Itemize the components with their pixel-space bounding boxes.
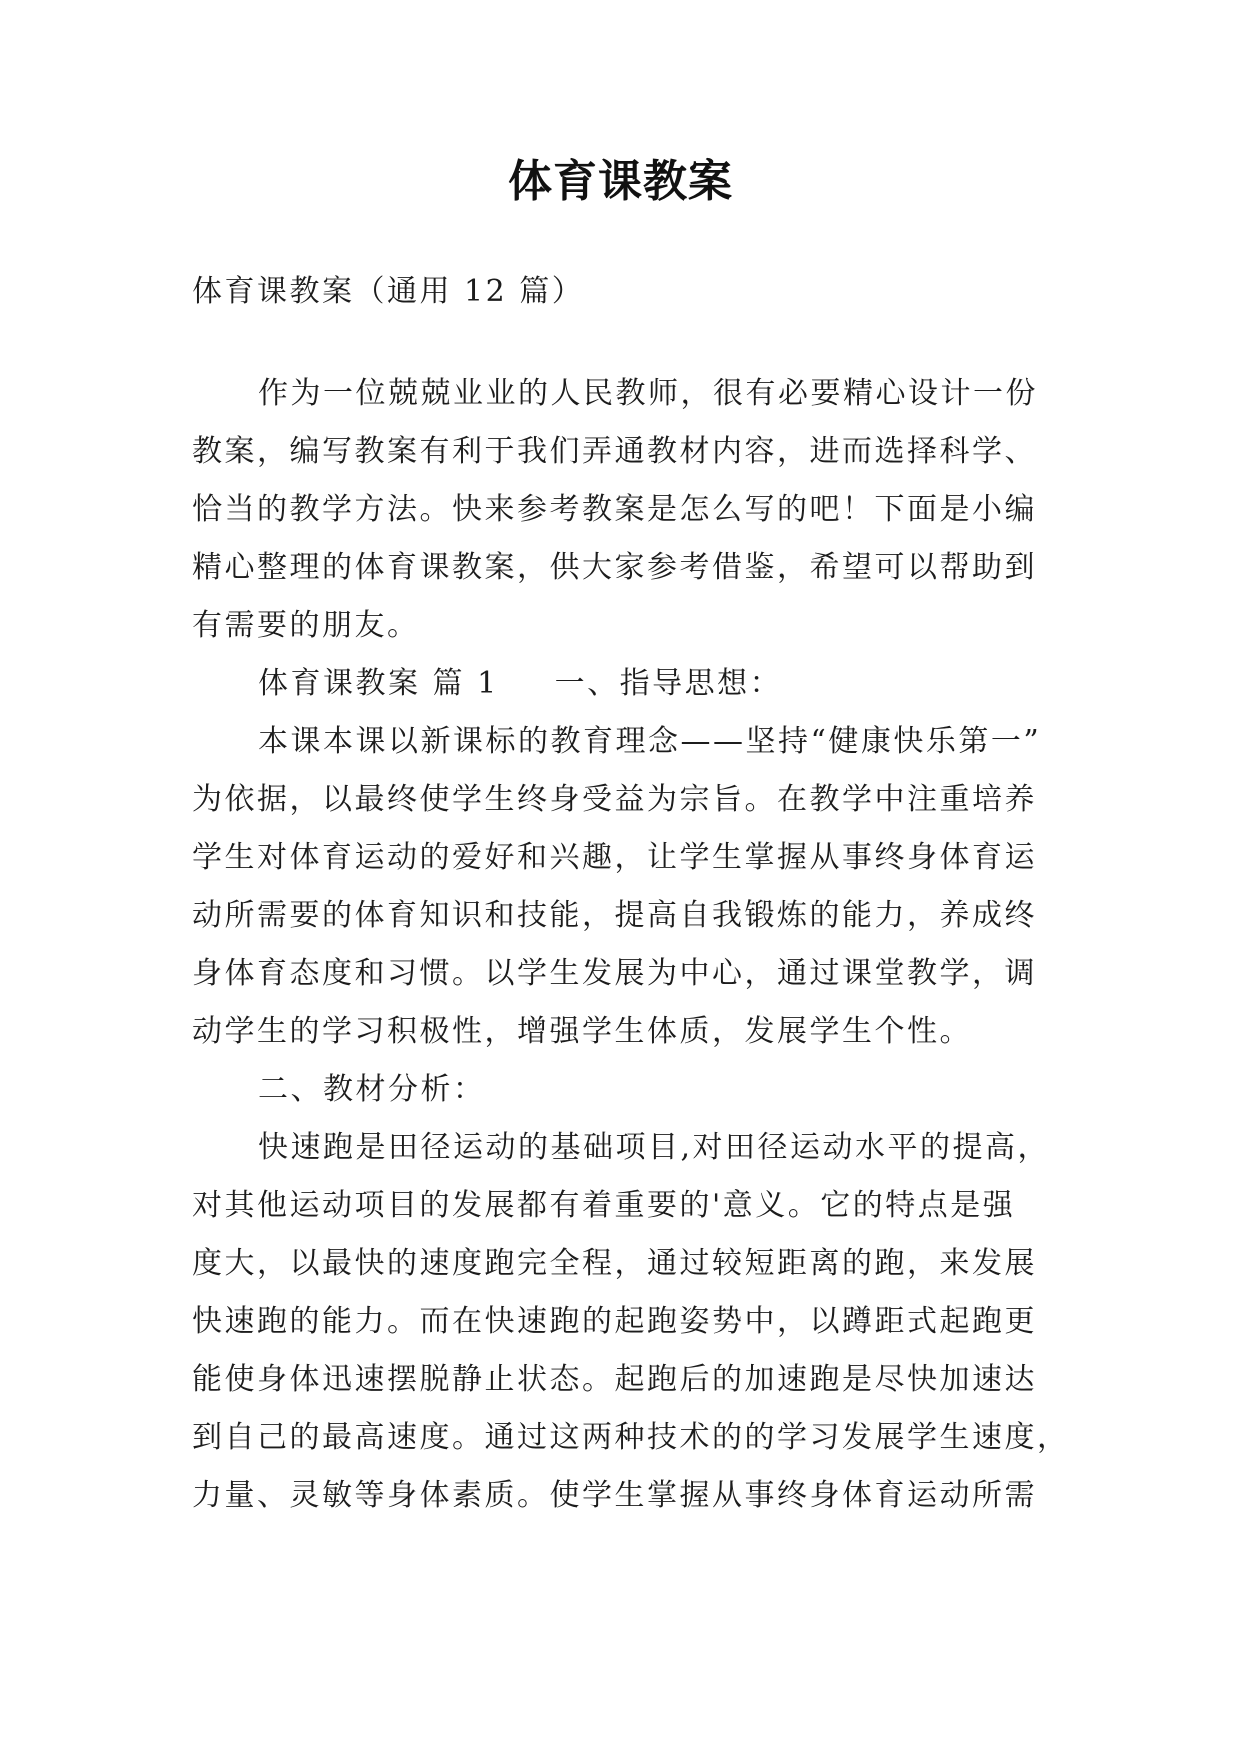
intro-line-1: 作为一位兢兢业业的人民教师，很有必要精心设计一份 — [258, 376, 1038, 411]
section-heading-row — [258, 654, 782, 714]
analysis-line-1: 快速跑是田径运动的基础项目,对田径运动水平的提高， — [258, 1130, 1051, 1165]
analysis-line-3: 度大，以最快的速度跑完全程，通过较短距离的跑，来发展 — [192, 1246, 1037, 1281]
guiding-line-3: 学生对体育运动的爱好和兴趣，让学生掌握从事终身体育运 — [192, 840, 1037, 875]
guiding-line-6: 动学生的学习积极性，增强学生体质，发展学生个性。 — [192, 1014, 972, 1049]
guiding-line-4: 动所需要的体育知识和技能，提高自我锻炼的能力，养成终 — [192, 898, 1037, 933]
guiding-line-1: 本课本课以新课标的教育理念——坚持“健康快乐第一” — [258, 724, 1042, 759]
intro-line-5: 有需要的朋友。 — [192, 608, 420, 643]
intro-line-4: 精心整理的体育课教案，供大家参考借鉴，希望可以帮助到 — [192, 550, 1037, 585]
intro-line-3: 恰当的教学方法。快来参考教案是怎么写的吧！下面是小编 — [192, 492, 1037, 527]
document-subtitle: 体育课教案（通用 12 篇） — [192, 274, 585, 309]
intro-line-2: 教案，编写教案有利于我们弄通教材内容，进而选择科学、 — [192, 434, 1037, 469]
guiding-line-5: 身体育态度和习惯。以学生发展为中心，通过课堂教学，调 — [192, 956, 1037, 991]
analysis-line-5: 能使身体迅速摆脱静止状态。起跑后的加速跑是尽快加速达 — [192, 1362, 1037, 1397]
materials-analysis-heading: 二、教材分析： — [258, 1072, 486, 1107]
analysis-line-7: 力量、灵敏等身体素质。使学生掌握从事终身体育运动所需 — [192, 1478, 1037, 1513]
document-title: 体育课教案 — [508, 156, 733, 207]
guiding-line-2: 为依据，以最终使学生终身受益为宗旨。在教学中注重培养 — [192, 782, 1037, 817]
lesson-heading: 体育课教案 篇 1 — [258, 666, 499, 701]
guiding-ideas-heading: 一、指导思想： — [554, 666, 783, 701]
analysis-line-6: 到自己的最高速度。通过这两种技术的的学习发展学生速度， — [192, 1420, 1070, 1455]
analysis-line-4: 快速跑的能力。而在快速跑的起跑姿势中，以蹲距式起跑更 — [192, 1304, 1037, 1339]
analysis-line-2: 对其他运动项目的发展都有着重要的'意义。它的特点是强 — [192, 1188, 1016, 1223]
